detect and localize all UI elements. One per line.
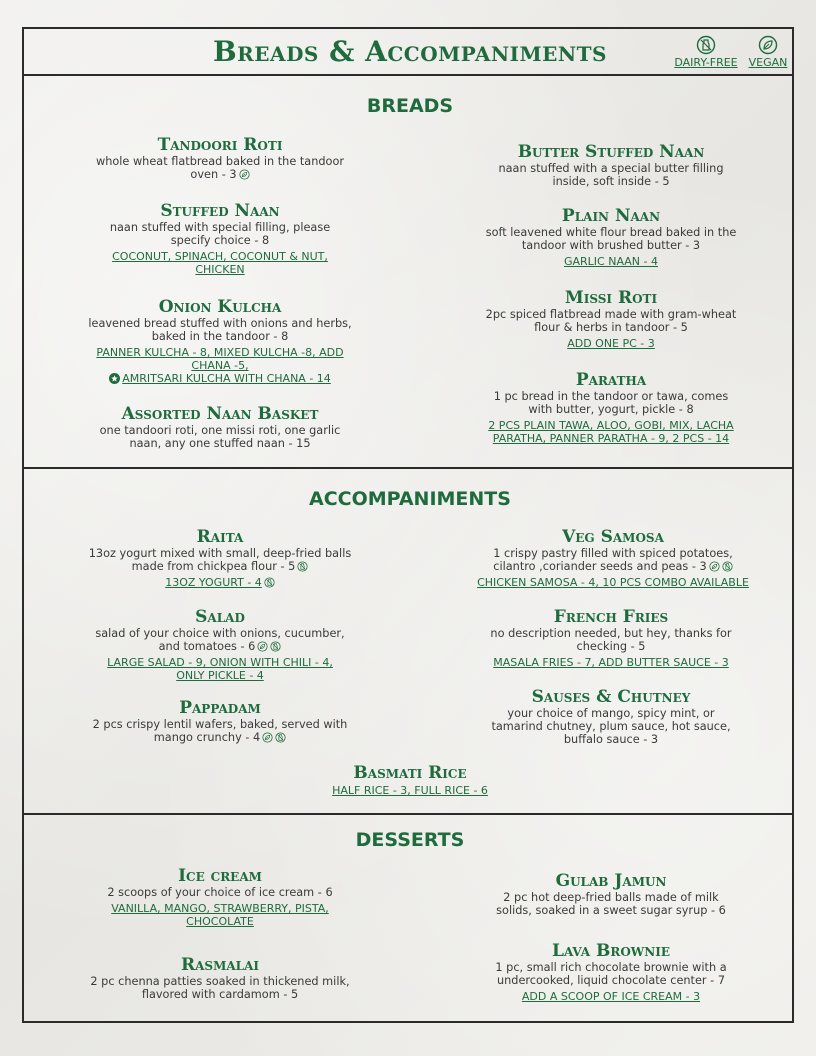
- item-description: 2 pc chenna patties soaked in thickened milk, flavored with cardamom - 5: [90, 975, 350, 1001]
- item-description: 1 pc bread in the tandoor or tawa, comes with butter, yogurt, pickle - 8: [493, 390, 729, 416]
- item-name: Lava Brownie: [552, 941, 670, 961]
- item-options: PANNER KULCHA - 8, MIXED KULCHA -8, ADD CHANA -5,: [96, 346, 344, 372]
- item-name: Tandoori Roti: [157, 135, 283, 155]
- item-name: Raita: [196, 527, 244, 547]
- item-name: Assorted Naan Basket: [121, 404, 319, 424]
- item-description: one tandoori roti, one missi roti, one garlic naan, any one stuffed naan - 15: [99, 424, 341, 450]
- item-name: Salad: [195, 607, 245, 627]
- divider: [24, 74, 792, 76]
- dairy-free-icon: [264, 577, 275, 588]
- item-description: leavened bread stuffed with onions and herbs, baked in the tandoor - 8: [88, 317, 352, 343]
- vegan-leaf-icon: [758, 35, 778, 55]
- item-description: your choice of mango, spicy mint, or tamarind chutney, plum sauce, hot sauce, buffalo sauce - 3: [491, 707, 731, 746]
- divider: [24, 813, 792, 815]
- menu-item-missi-roti: [480, 288, 742, 350]
- item-name: Missi Roti: [564, 288, 658, 308]
- item-name: Basmati Rice: [353, 763, 467, 783]
- section-title-breads: BREADS: [366, 95, 454, 117]
- item-name: Stuffed Naan: [160, 201, 280, 221]
- item-name: Butter Stuffed Naan: [517, 142, 705, 162]
- item-description: 2 pcs crispy lentil wafers, baked, served with mango crunchy - 4: [92, 718, 348, 744]
- menu-item-salad: [92, 607, 348, 682]
- item-description: whole wheat flatbread baked in the tandoor oven - 3: [95, 155, 345, 181]
- star-icon: [109, 373, 120, 384]
- item-options: HALF RICE - 3, FULL RICE - 6: [332, 784, 488, 797]
- vegan-leaf-icon: [262, 732, 273, 743]
- item-options: VANILLA, MANGO, STRAWBERRY, PISTA, CHOCOLATE: [111, 902, 329, 928]
- menu-item-pappadam: [88, 698, 352, 744]
- item-options: GARLIC NAAN - 4: [563, 255, 658, 268]
- item-name: Paratha: [575, 370, 647, 390]
- item-options: LARGE SALAD - 9, ONION WITH CHILI - 4, ONLY PICKLE - 4: [107, 656, 333, 682]
- item-name: French Fries: [553, 607, 669, 627]
- item-description: 13oz yogurt mixed with small, deep-fried balls made from chickpea flour - 5: [88, 547, 352, 573]
- dairy-free-icon: [275, 732, 286, 743]
- menu-item-stuffed-naan: [92, 201, 348, 276]
- vegan-leaf-icon: [709, 561, 720, 572]
- item-description: 2pc spiced flatbread made with gram-wheat flour & herbs in tandoor - 5: [485, 308, 737, 334]
- section-title-desserts: DESSERTS: [355, 829, 465, 851]
- menu-item-tandoori-roti: [92, 135, 348, 181]
- item-options: ADD ONE PC - 3: [567, 337, 655, 350]
- item-options: CHICKEN SAMOSA - 4, 10 PCS COMBO AVAILABLE: [477, 576, 749, 589]
- item-options: 13OZ YOGURT - 4: [88, 576, 352, 589]
- vegan-leaf-icon: [239, 169, 250, 180]
- dairy-free-icon: [297, 561, 308, 572]
- dairy-free-legend: [664, 35, 748, 69]
- menu-item-gulab-jamun: [484, 871, 738, 917]
- menu-item-onion-kulcha: [88, 297, 352, 385]
- menu-item-basmati-rice: [290, 763, 530, 797]
- item-name: Sauses & Chutney: [531, 687, 691, 707]
- item-description: 2 pc hot deep-fried balls made of milk solids, soaked in a sweet sugar syrup - 6: [496, 891, 726, 917]
- item-name: Pappadam: [179, 698, 261, 718]
- item-options: 2 PCS PLAIN TAWA, ALOO, GOBI, MIX, LACHA PARATHA, PANNER PARATHA - 9, 2 PCS - 14: [488, 419, 734, 445]
- item-description: 1 pc, small rich chocolate brownie with a undercooked, liquid chocolate center - 7: [495, 961, 727, 987]
- divider: [24, 467, 792, 469]
- menu-item-plain-naan: [480, 206, 742, 268]
- item-name: Plain Naan: [561, 206, 661, 226]
- menu-item-lava-brownie: [480, 941, 742, 1003]
- vegan-leaf-icon: [257, 641, 268, 652]
- item-options: COCONUT, SPINACH, COCONUT & NUT, CHICKEN: [112, 250, 328, 276]
- page-title: Breads & Accompaniments: [213, 35, 607, 68]
- dairy-free-icon: [270, 641, 281, 652]
- item-options-special: AMRITSARI KULCHA WITH CHANA - 14: [88, 372, 352, 385]
- item-description: no description needed, but hey, thanks for checking - 5: [490, 627, 732, 653]
- menu-item-assorted-naan-basket: [88, 404, 352, 450]
- item-name: Gulab Jamun: [555, 871, 667, 891]
- item-name: Veg Samosa: [562, 527, 664, 547]
- dairy-free-label: DAIRY-FREE: [674, 56, 738, 69]
- dairy-free-icon: [722, 561, 733, 572]
- item-name: Onion Kulcha: [158, 297, 282, 317]
- menu-item-veg-samosa: [472, 527, 754, 589]
- item-description: 1 crispy pastry filled with spiced potatoes, cilantro ,coriander seeds and peas - 3: [493, 547, 733, 573]
- menu-item-paratha: [480, 370, 742, 445]
- item-description: naan stuffed with a special butter filling inside, soft inside - 5: [498, 162, 724, 188]
- menu-item-ice-cream: [88, 866, 352, 928]
- menu-item-rasmalai: [88, 955, 352, 1001]
- item-description: 2 scoops of your choice of ice cream - 6: [107, 886, 333, 899]
- menu-item-raita: [88, 527, 352, 589]
- dairy-free-icon: [696, 35, 716, 55]
- menu-item-butter-stuffed-naan: [484, 142, 738, 188]
- item-options: ADD A SCOOP OF ICE CREAM - 3: [521, 990, 701, 1003]
- menu-item-french-fries: [484, 607, 738, 669]
- menu-item-sauses-chutney: [480, 687, 742, 746]
- item-name: Ice cream: [178, 866, 262, 886]
- vegan-label: VEGAN: [748, 56, 788, 69]
- item-name: Rasmalai: [180, 955, 260, 975]
- item-options: MASALA FRIES - 7, ADD BUTTER SAUCE - 3: [493, 656, 729, 669]
- item-description: salad of your choice with onions, cucumber, and tomatoes - 6: [95, 627, 345, 653]
- section-title-accompaniments: ACCOMPANIMENTS: [309, 488, 511, 510]
- vegan-legend: [744, 35, 792, 69]
- menu-frame: [22, 27, 794, 1023]
- item-description: naan stuffed with special filling, please specify choice - 8: [109, 221, 331, 247]
- item-description: soft leavened white flour bread baked in the tandoor with brushed butter - 3: [485, 226, 737, 252]
